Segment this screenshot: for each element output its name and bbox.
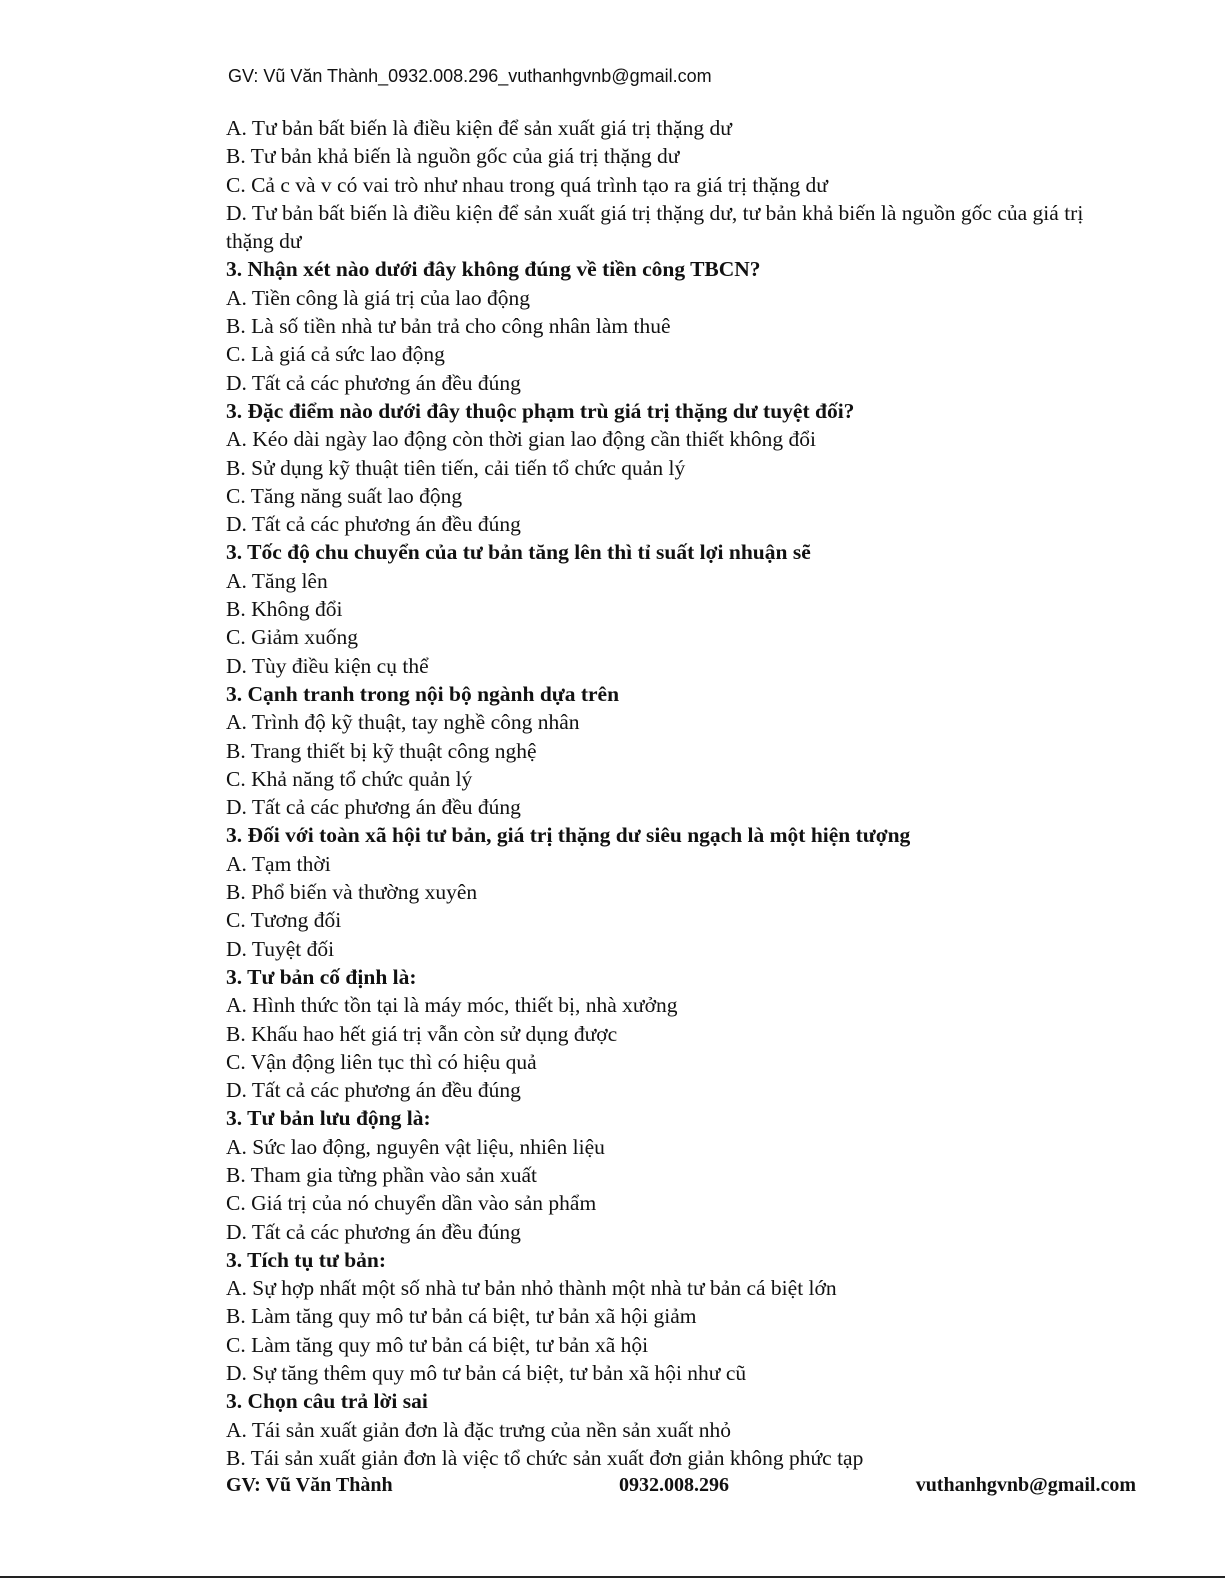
question-text: 3. Đặc điểm nào dưới đây thuộc phạm trù giá trị thặng dư tuyệt đối? [226, 398, 855, 423]
footer-teacher-name: GV: Vũ Văn Thành [226, 1474, 393, 1496]
question-text: 3. Tốc độ chu chuyển của tư bản tăng lên thì tỉ suất lợi nhuận sẽ [226, 540, 811, 565]
question-text: 3. Tích tụ tư bản: [226, 1247, 387, 1272]
answer-option: D. Tư bản bất biến là điều kiện để sản xuất giá trị thặng dư, tư bản khả biến là nguồn gốc của giá trị thặng dư [226, 200, 1084, 254]
answer-option: B. Làm tăng quy mô tư bản cá biệt, tư bản xã hội giảm [226, 1304, 697, 1329]
answer-option: B. Sử dụng kỹ thuật tiên tiến, cải tiến tổ chức quản lý [226, 455, 686, 480]
answer-option: C. Tăng năng suất lao động [226, 483, 463, 508]
answer-option: B. Không đổi [226, 597, 343, 622]
answer-option: A. Sự hợp nhất một số nhà tư bản nhỏ thành một nhà tư bản cá biệt lớn [226, 1276, 837, 1301]
answer-option: A. Tư bản bất biến là điều kiện để sản xuất giá trị thặng dư [226, 116, 732, 140]
question-text: 3. Cạnh tranh trong nội bộ ngành dựa trên [226, 681, 620, 706]
answer-option: C. Khả năng tổ chức quản lý [226, 766, 473, 791]
answer-option: B. Tham gia từng phần vào sản xuất [226, 1162, 538, 1187]
question-text: 3. Nhận xét nào dưới đây không đúng về tiền công TBCN? [226, 257, 761, 282]
question-text: 3. Chọn câu trả lời sai [226, 1389, 428, 1414]
answer-option: D. Sự tăng thêm quy mô tư bản cá biệt, tư bản xã hội như cũ [226, 1361, 747, 1386]
answer-option: C. Giá trị của nó chuyển dần vào sản phẩm [226, 1191, 597, 1216]
page-header: GV: Vũ Văn Thành_0932.008.296_vuthanhgvnb@gmail.com [228, 66, 712, 86]
answer-option: B. Phổ biến và thường xuyên [226, 880, 478, 905]
answer-option: B. Trang thiết bị kỹ thuật công nghệ [226, 738, 537, 763]
answer-option: A. Kéo dài ngày lao động còn thời gian lao động cần thiết không đổi [226, 427, 816, 452]
answer-option: A. Tăng lên [226, 568, 328, 593]
answer-option: C. Cả c và v có vai trò như nhau trong quá trình tạo ra giá trị thặng dư [226, 172, 828, 197]
answer-option: D. Tất cả các phương án đều đúng [226, 1219, 521, 1244]
answer-option: C. Làm tăng quy mô tư bản cá biệt, tư bản xã hội [226, 1332, 649, 1357]
answer-option: D. Tuyệt đối [226, 936, 335, 961]
answer-option: A. Tái sản xuất giản đơn là đặc trưng của nền sản xuất nhỏ [226, 1417, 732, 1442]
answer-option: A. Tiền công là giá trị của lao động [226, 285, 530, 310]
answer-option: B. Tái sản xuất giản đơn là việc tổ chức sản xuất đơn giản không phức tạp [226, 1445, 864, 1470]
answer-option: C. Là giá cả sức lao động [226, 342, 445, 367]
answer-option: D. Tất cả các phương án đều đúng [226, 370, 521, 395]
answer-option: B. Tư bản khả biến là nguồn gốc của giá trị thặng dư [226, 144, 680, 169]
question-text: 3. Tư bản lưu động là: [226, 1106, 431, 1131]
answer-option: D. Tất cả các phương án đều đúng [226, 795, 521, 820]
answer-option: A. Trình độ kỹ thuật, tay nghề công nhân [226, 710, 580, 735]
question-text: 3. Đối với toàn xã hội tư bản, giá trị thặng dư siêu ngạch là một hiện tượng [226, 823, 911, 848]
answer-option: A. Sức lao động, nguyên vật liệu, nhiên liệu [226, 1134, 605, 1159]
answer-option: C. Giảm xuống [226, 625, 358, 650]
answer-option: A. Tạm thời [226, 851, 331, 876]
footer-email: vuthanhgvnb@gmail.com [915, 1474, 1136, 1496]
answer-option: D. Tùy điều kiện cụ thể [226, 653, 429, 678]
quiz-content [226, 114, 1136, 1472]
answer-option: C. Vận động liên tục thì có hiệu quả [226, 1049, 537, 1074]
answer-option: B. Là số tiền nhà tư bản trả cho công nhân làm thuê [226, 314, 671, 339]
question-text: 3. Tư bản cố định là: [226, 964, 417, 989]
bottom-rule [0, 1576, 1225, 1578]
answer-option: D. Tất cả các phương án đều đúng [226, 512, 521, 537]
answer-option: B. Khấu hao hết giá trị vẫn còn sử dụng được [226, 1021, 618, 1046]
footer-phone: 0932.008.296 [619, 1474, 729, 1496]
answer-option: A. Hình thức tồn tại là máy móc, thiết bị, nhà xưởng [226, 993, 678, 1018]
answer-option: C. Tương đối [226, 908, 342, 933]
page-footer [226, 1474, 1136, 1504]
answer-option: D. Tất cả các phương án đều đúng [226, 1078, 521, 1103]
